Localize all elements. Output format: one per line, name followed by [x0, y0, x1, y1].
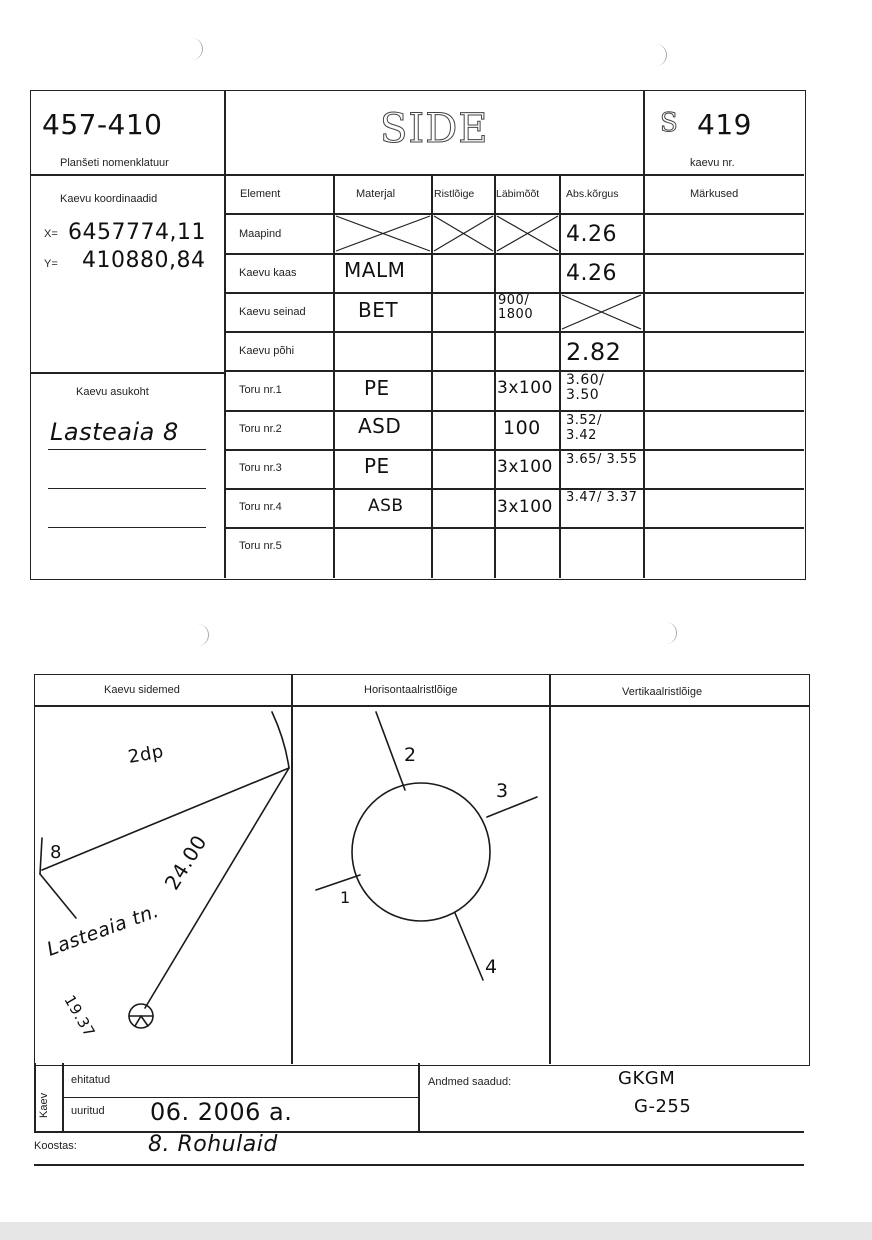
row-height: 3.52/ 3.42: [566, 413, 602, 443]
x-label: X=: [44, 228, 58, 240]
row-diameter: 3x100: [497, 457, 553, 477]
author-value: 8. Rohulaid: [148, 1132, 278, 1157]
header-diameter: Läbimõõt: [496, 188, 540, 200]
nomenclature-value: 457-410: [42, 108, 163, 141]
row-height: 3.65/ 3.55: [566, 452, 638, 467]
row-height: 2.82: [566, 338, 622, 366]
row-element: Toru nr.5: [239, 540, 282, 552]
nomenclature-label: Planšeti nomenklatuur: [60, 157, 169, 169]
header-element: Element: [240, 188, 281, 200]
y-label: Y=: [44, 258, 58, 270]
row-material: MALM: [344, 258, 406, 282]
row-diameter: 3x100: [497, 497, 553, 517]
data-source-value-2: G-255: [634, 1096, 692, 1117]
row-material: PE: [364, 376, 390, 400]
header-material: Materjal: [356, 188, 396, 200]
row-element: Maapind: [239, 228, 282, 240]
location-label: Kaevu asukoht: [76, 386, 149, 398]
row-material: BET: [358, 298, 399, 322]
row-height: 3.60/ 3.50: [566, 372, 605, 403]
sketch-label-top: 2dp: [126, 741, 166, 768]
sketch-label-diagonal-distance: 24.00: [159, 830, 212, 894]
location-value: Lasteaia 8: [50, 418, 179, 446]
header-height: Abs.kõrgus: [566, 188, 619, 200]
row-height: 3.47/ 3.37: [566, 490, 638, 505]
row-material: ASD: [358, 414, 402, 438]
scan-edge-strip: [0, 1222, 872, 1240]
row-diameter: 100: [503, 417, 541, 439]
col-header-connections: Kaevu sidemed: [104, 684, 180, 696]
sketch-label-left-number: 8: [50, 842, 62, 863]
data-source-label: Andmed saadud:: [428, 1076, 512, 1088]
side-label: Kaev: [38, 1092, 50, 1118]
surveyed-label: uuritud: [71, 1105, 105, 1117]
col-header-horizontal: Horisontaalristlõige: [364, 684, 458, 696]
row-diameter: 900/ 1800: [498, 293, 534, 322]
row-element: Kaevu kaas: [239, 267, 297, 279]
row-element: Kaevu seinad: [239, 306, 306, 318]
data-source-value-1: GKGM: [618, 1068, 676, 1089]
row-element: Toru nr.1: [239, 384, 282, 396]
x-coordinate-value: 6457774,11: [68, 220, 206, 245]
form-title: SIDE: [380, 106, 489, 152]
section-label-4: 4: [485, 956, 498, 978]
sketch-label-short-distance: 19.37: [60, 992, 99, 1041]
section-label-1: 1: [340, 888, 351, 907]
well-number-value: 419: [697, 108, 752, 141]
row-element: Toru nr.2: [239, 423, 282, 435]
row-material: ASB: [368, 496, 404, 516]
row-diameter: 3x100: [497, 378, 553, 398]
section-label-3: 3: [496, 780, 509, 802]
well-prefix: S: [660, 108, 678, 138]
row-height: 4.26: [566, 222, 617, 247]
header-remarks: Märkused: [690, 188, 739, 200]
built-label: ehitatud: [71, 1074, 111, 1086]
row-element: Toru nr.3: [239, 462, 282, 474]
row-element: Kaevu põhi: [239, 345, 295, 357]
row-height: 4.26: [566, 261, 617, 286]
col-header-vertical: Vertikaalristlõige: [622, 686, 703, 698]
header-section: Ristlõige: [434, 188, 475, 200]
well-number-label: kaevu nr.: [690, 157, 735, 169]
section-label-2: 2: [404, 744, 417, 766]
y-coordinate-value: 410880,84: [82, 248, 206, 273]
row-element: Toru nr.4: [239, 501, 282, 513]
coordinates-label: Kaevu koordinaadid: [60, 193, 158, 205]
row-material: PE: [364, 454, 390, 478]
surveyed-value: 06. 2006 a.: [150, 1098, 293, 1126]
author-label: Koostas:: [34, 1140, 77, 1152]
sketch-label-street: Lasteaia tn.: [44, 899, 162, 961]
